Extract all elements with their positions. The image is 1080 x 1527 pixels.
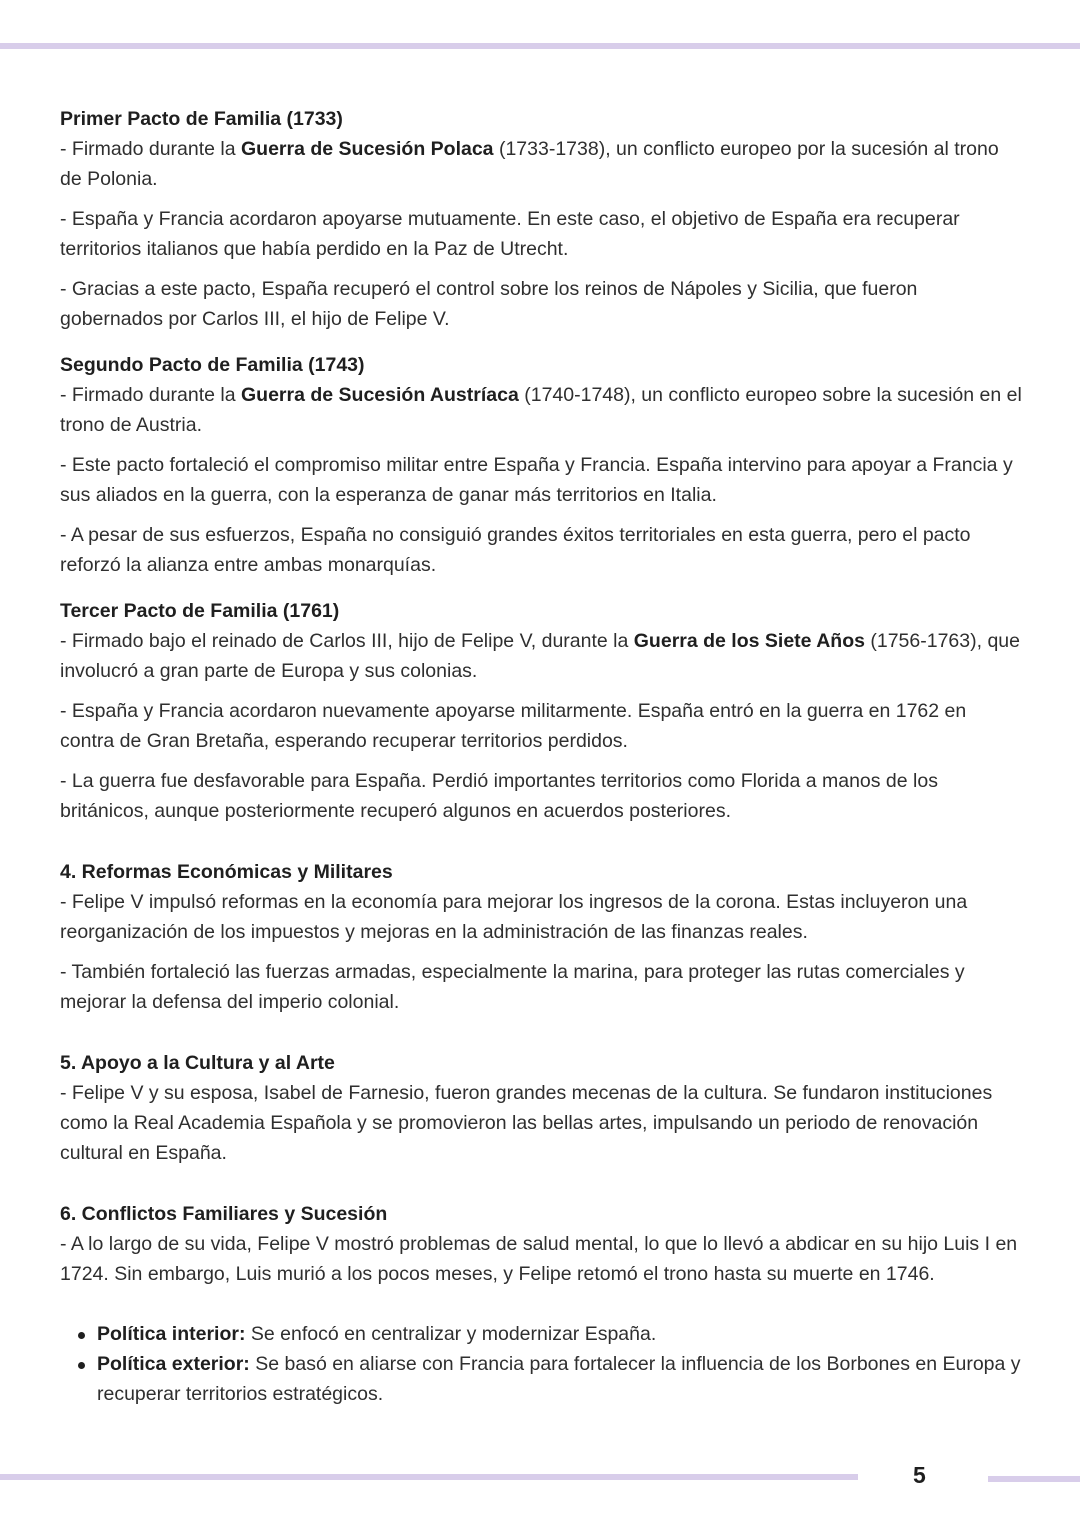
paragraph: - España y Francia acordaron apoyarse mutuamente. En este caso, el objetivo de España era recuperar territorios italianos que había perdido en la Paz de Utrecht. [60, 208, 960, 260]
bottom-divider-left [0, 1474, 858, 1480]
section-heading-conflictos: 6. Conflictos Familiares y Sucesión [60, 1203, 388, 1225]
bullet-text: Se basó en aliarse con Francia para fortalecer la influencia de los Borbones en Europa y recuperar territorios estratégicos. [97, 1353, 1021, 1405]
paragraph [60, 626, 1022, 686]
section-heading-reformas: 4. Reformas Económicas y Militares [60, 861, 393, 883]
bullet-label: Política exterior: [97, 1353, 250, 1375]
section-heading-cultura: 5. Apoyo a la Cultura y al Arte [60, 1052, 335, 1074]
section-heading-primer-pacto: Primer Pacto de Familia (1733) [60, 108, 343, 130]
paragraph: - También fortaleció las fuerzas armadas, especialmente la marina, para proteger las rutas comerciales y mejorar la defensa del imperio colonial. [60, 961, 965, 1013]
section-heading-tercer-pacto: Tercer Pacto de Familia (1761) [60, 600, 340, 622]
top-divider [0, 43, 1080, 49]
bold-term: Guerra de Sucesión Austríaca [241, 384, 519, 406]
paragraph: - A pesar de sus esfuerzos, España no consiguió grandes éxitos territoriales en esta guerra, pero el pacto reforzó la alianza entre ambas monarquías. [60, 524, 971, 576]
bullet-list [60, 1319, 1022, 1409]
list-item [97, 1319, 1022, 1349]
text-span: - Firmado durante la [60, 138, 241, 160]
text-span: - Firmado bajo el reinado de Carlos III, hijo de Felipe V, durante la [60, 630, 634, 652]
page-number: 5 [913, 1462, 926, 1488]
paragraph: - Este pacto fortaleció el compromiso militar entre España y Francia. España intervino para apoyar a Francia y sus aliados en la guerra, con la esperanza de ganar más territorios en Italia. [60, 454, 1013, 506]
bold-term: Guerra de los Siete Años [633, 630, 865, 652]
paragraph: - A lo largo de su vida, Felipe V mostró problemas de salud mental, lo que lo llevó a abdicar en su hijo Luis I en 1724. Sin embargo, Luis murió a los pocos meses, y Felipe retomó el trono hasta su muerte en 1746. [60, 1233, 1018, 1285]
paragraph: - Gracias a este pacto, España recuperó el control sobre los reinos de Nápoles y Sicilia, que fueron gobernados por Carlos III, el hijo de Felipe V. [60, 278, 918, 330]
text-span: (1733-1738), un conflicto europeo por la sucesión al trono de Polonia. [60, 138, 999, 190]
text-span: - Firmado durante la [60, 384, 241, 406]
text-span: (1740-1748), un conflicto europeo sobre la sucesión en el trono de Austria. [60, 384, 1022, 436]
text-span: (1756-1763), que involucró a gran parte de Europa y sus colonias. [60, 630, 1020, 682]
bottom-divider-right [988, 1476, 1080, 1482]
paragraph: - Felipe V y su esposa, Isabel de Farnesio, fueron grandes mecenas de la cultura. Se fundaron instituciones como la Real Academia Española y se promovieron las bellas artes, impulsando un periodo de renovación cultural en España. [60, 1082, 993, 1164]
section-heading-segundo-pacto: Segundo Pacto de Familia (1743) [60, 354, 365, 376]
list-item [97, 1349, 1022, 1409]
bold-term: Guerra de Sucesión Polaca [241, 138, 494, 160]
bullet-text: Se enfocó en centralizar y modernizar España. [245, 1323, 657, 1345]
document-body [60, 104, 1022, 1409]
paragraph [60, 380, 1022, 440]
bullet-icon [78, 1362, 85, 1369]
paragraph: - La guerra fue desfavorable para España. Perdió importantes territorios como Florida a manos de los británicos, aunque posteriormente recuperó algunos en acuerdos posteriores. [60, 770, 938, 822]
paragraph: - Felipe V impulsó reformas en la economía para mejorar los ingresos de la corona. Estas incluyeron una reorganización de los impuestos y mejoras en la administración de las finanzas reales. [60, 891, 968, 943]
paragraph [60, 134, 1022, 194]
bullet-label: Política interior: [97, 1323, 246, 1345]
paragraph: - España y Francia acordaron nuevamente apoyarse militarmente. España entró en la guerra en 1762 en contra de Gran Bretaña, esperando recuperar territorios perdidos. [60, 700, 967, 752]
bullet-icon [78, 1332, 85, 1339]
